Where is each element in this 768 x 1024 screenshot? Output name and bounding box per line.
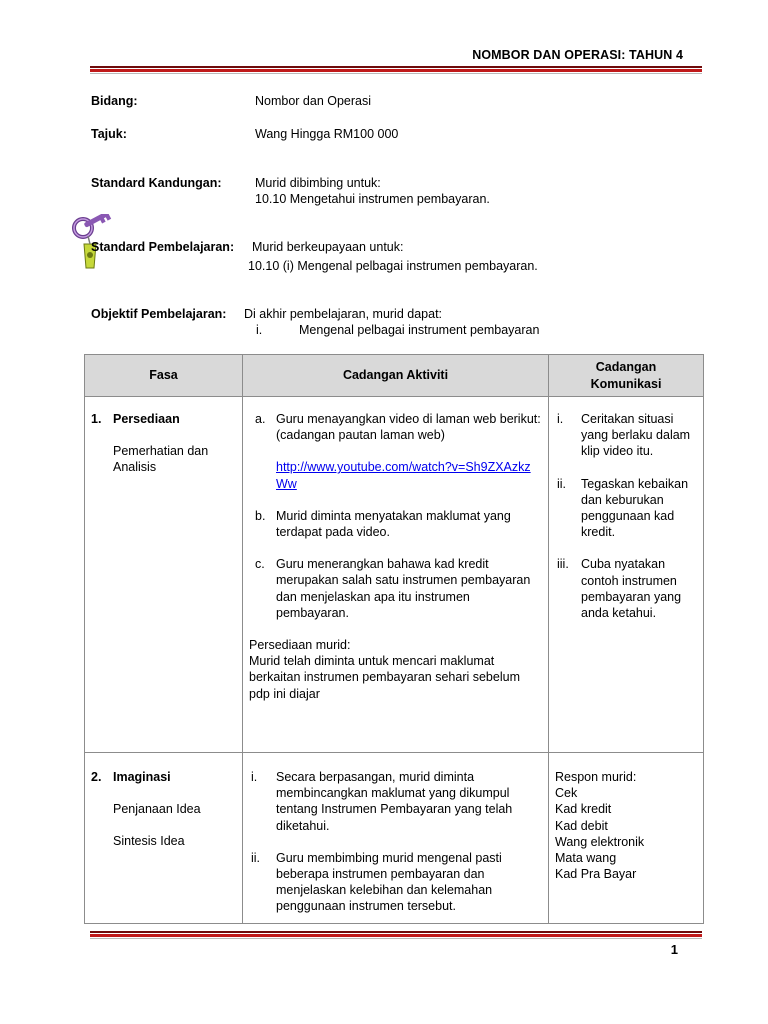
activity-text: Secara berpasangan, murid diminta membincangkan maklumat yang dikumpul tentang Instrumen Pembayaran yang telah diketahui. — [276, 770, 513, 833]
list-marker: ii. — [251, 850, 261, 865]
standard-kandungan-line1: Murid dibimbing untuk: — [255, 176, 381, 190]
response-item: Cek — [555, 786, 578, 801]
fasa-subtitle: Penjanaan Idea — [113, 802, 201, 817]
activity-text: Murid diminta menyatakan maklumat yang terdapat pada video. — [276, 508, 511, 540]
list-marker: a. — [255, 412, 266, 426]
objektif-line1: Di akhir pembelajaran, murid dapat: — [244, 307, 443, 321]
bidang-label: Bidang: — [91, 94, 138, 108]
standard-pembelajaran-line1: Murid berkeupayaan untuk: — [252, 240, 404, 254]
response-item: Mata wang — [555, 851, 617, 866]
fasa-cell — [85, 397, 243, 753]
list-marker: i. — [251, 770, 258, 784]
fasa-title: Imaginasi — [113, 770, 171, 784]
fasa-number: 2. — [91, 770, 102, 784]
objektif-label: Objektif Pembelajaran: — [91, 307, 227, 321]
aktiviti-cell — [243, 753, 549, 924]
aktiviti-cell — [243, 397, 549, 753]
table-row — [85, 753, 704, 924]
list-marker: b. — [255, 508, 266, 523]
komunikasi-cell — [549, 397, 704, 753]
list-item — [249, 556, 542, 621]
list-marker: c. — [255, 557, 265, 572]
response-item: Kad Pra Bayar — [555, 867, 637, 882]
standard-kandungan-line2: 10.10 Mengetahui instrumen pembayaran. — [255, 192, 490, 206]
list-marker: ii. — [557, 476, 567, 491]
objektif-item-text: Mengenal pelbagai instrument pembayaran — [299, 323, 540, 337]
standard-kandungan-label: Standard Kandungan: — [91, 176, 222, 190]
header-fasa: Fasa — [85, 355, 243, 397]
header-cadangan-aktiviti: Cadangan Aktiviti — [243, 355, 549, 397]
youtube-link[interactable]: http://www.youtube.com/watch?v=Sh9ZXAzkzWw — [276, 460, 531, 491]
fasa-subtitle: Sintesis Idea — [113, 834, 185, 849]
list-marker: iii. — [557, 557, 569, 572]
lesson-plan-table — [84, 354, 704, 924]
list-item — [249, 508, 542, 540]
fasa-cell — [85, 753, 243, 924]
tajuk-value: Wang Hingga RM100 000 — [255, 127, 399, 141]
page-number: 1 — [670, 942, 678, 957]
activity-text: (cadangan pautan laman web) — [276, 428, 445, 443]
list-item — [249, 850, 542, 915]
header-cadangan-komunikasi: Cadangan Komunikasi — [549, 355, 704, 397]
footer-rule — [90, 931, 702, 939]
communication-text: Tegaskan kebaikan dan keburukan penggunaan kad kredit. — [581, 476, 689, 540]
list-item — [555, 476, 695, 541]
list-item — [555, 556, 695, 621]
fasa-number: 1. — [91, 412, 102, 426]
list-item — [249, 411, 542, 492]
response-item: Kad kredit — [555, 802, 612, 817]
persediaan-note-title: Persediaan murid: — [249, 638, 351, 653]
list-item — [249, 769, 542, 834]
standard-kandungan-value — [255, 175, 490, 207]
activity-text: dan menjelaskan apa itu instrumen pembayaran. — [276, 589, 470, 620]
page-header-title: NOMBOR DAN OPERASI: TAHUN 4 — [472, 48, 683, 62]
fasa-title: Persediaan — [113, 412, 180, 426]
persediaan-note-text: Murid telah diminta untuk mencari maklumat berkaitan instrumen pembayaran sehari sebelum pdp ini diajar — [249, 654, 520, 701]
table-header-row — [85, 355, 704, 397]
tajuk-label: Tajuk: — [91, 127, 127, 141]
response-item: Kad debit — [555, 818, 608, 833]
activity-text: Guru menayangkan video di laman web berikut: — [276, 412, 541, 426]
response-item: Wang elektronik — [555, 834, 645, 849]
activity-text: Guru membimbing murid mengenal pasti beberapa instrumen pembayaran dan menjelaskan kelebihan dan kelemahan penggunaan instrumen tersebut. — [276, 850, 502, 914]
standard-pembelajaran-line2: 10.10 (i) Mengenal pelbagai instrumen pembayaran. — [248, 259, 538, 273]
komunikasi-cell — [549, 753, 704, 924]
list-item — [555, 411, 695, 460]
bidang-value: Nombor dan Operasi — [255, 94, 372, 108]
activity-text: Guru menerangkan bahawa kad kredit merupakan salah satu instrumen pembayaran — [276, 557, 531, 588]
communication-text: Cuba nyatakan contoh instrumen pembayaran yang anda ketahui. — [581, 557, 682, 621]
header-rule — [90, 66, 702, 74]
list-marker: i. — [557, 412, 564, 426]
response-title: Respon murid: — [555, 770, 637, 784]
table-row — [85, 397, 704, 753]
standard-pembelajaran-label: Standard Pembelajaran: — [91, 240, 235, 254]
communication-text: Ceritakan situasi yang berlaku dalam klip video itu. — [581, 412, 691, 459]
objektif-item-marker: i. — [256, 323, 263, 337]
fasa-subtitle: Pemerhatian dan Analisis — [113, 444, 209, 475]
